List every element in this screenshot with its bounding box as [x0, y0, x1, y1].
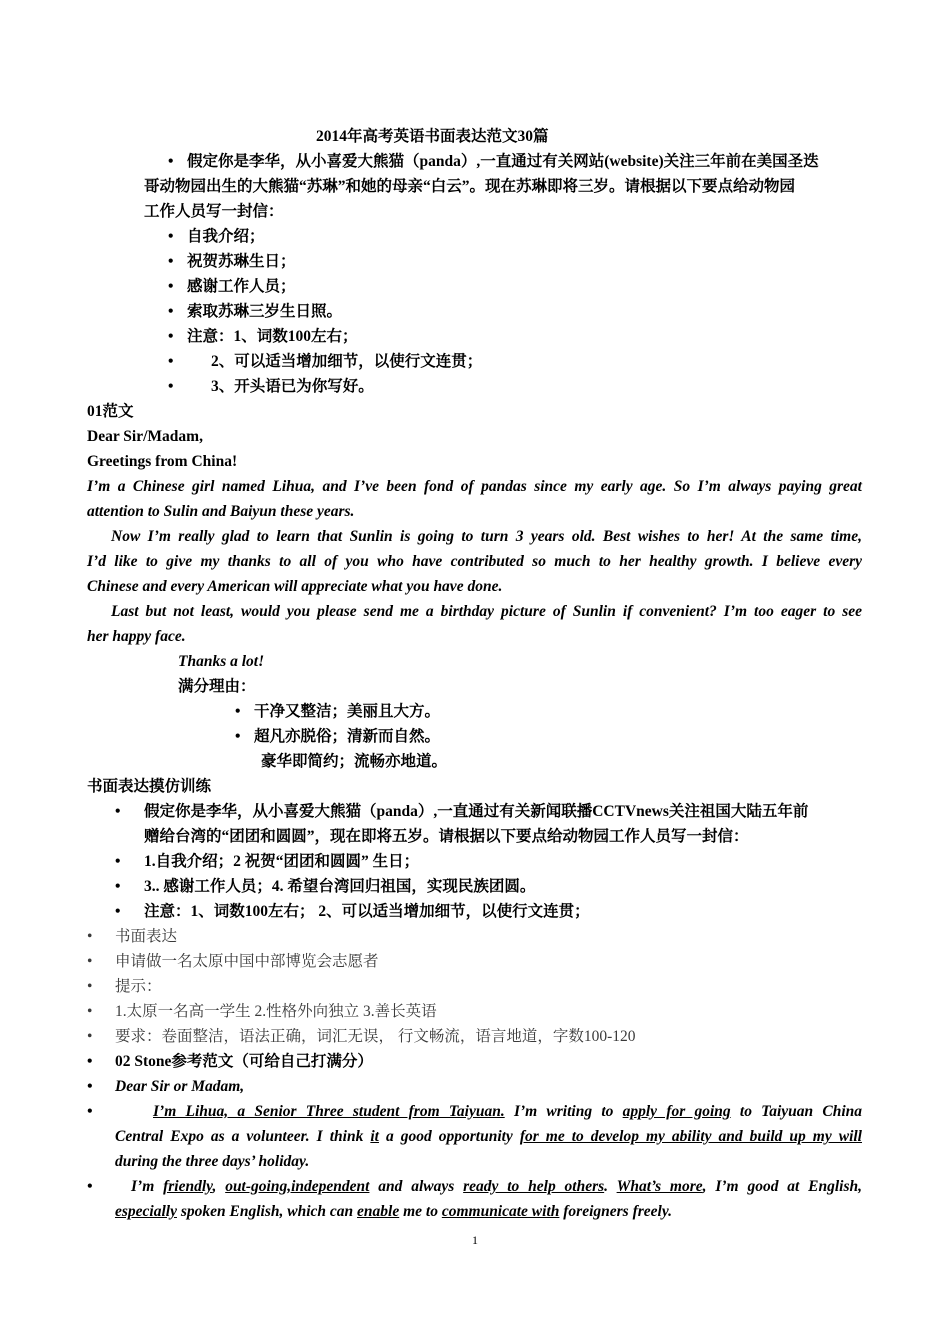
sample1-p3-line2: her happy face. — [87, 628, 186, 645]
sample2-p2-line1: I’m friendly, out-going,independent and always ready to help others. What’s more, I’m good at English, — [131, 1178, 863, 1195]
sample1-salutation: Dear Sir/Madam, — [87, 428, 203, 445]
sample1-p1-line2: attention to Sulin and Baiyun these years. — [87, 503, 355, 520]
practice-note: 注意：1、词数100左右； 2、可以适当增加细节，以使行文连贯； — [144, 903, 590, 920]
bullet: • — [235, 728, 241, 745]
reason-label: 满分理由： — [178, 678, 256, 695]
task2-line: 申请做一名太原中国中部博览会志愿者 — [115, 953, 379, 970]
bullet: • — [235, 703, 241, 720]
reason-item: 干净又整洁；美丽且大方。 — [254, 703, 441, 720]
sample2-p1-line3: during the three days’ holiday. — [115, 1153, 310, 1170]
bullet: • — [87, 953, 93, 970]
sample1-p3-line1: Last but not least, would you please send me a birthday picture of Sunlin if convenient? I’m too eager to see — [111, 603, 862, 620]
bullet: • — [87, 1178, 93, 1195]
bullet: • — [87, 1078, 93, 1095]
sample2-p1-line1: I’m Lihua, a Senior Three student from Taiyuan. I’m writing to apply for going to Taiyuan China — [153, 1103, 863, 1120]
task2-line: 1.太原一名高一学生 2.性格外向独立 3.善长英语 — [115, 1003, 437, 1020]
sample1-heading: 01范文 — [87, 403, 134, 420]
bullet: • — [168, 303, 174, 320]
bullet: • — [168, 278, 174, 295]
bullet: • — [87, 1028, 93, 1045]
page-title: 2014年高考英语书面表达范文30篇 — [316, 128, 549, 145]
task1-note2: 2、可以适当增加细节，以使行文连贯； — [211, 353, 483, 370]
reason-item: 超凡亦脱俗；清新而自然。 — [254, 728, 441, 745]
sample1-p1-line1: I’m a Chinese girl named Lihua, and I’ve been fond of pandas since my early age. So I’m always paying great — [87, 478, 862, 495]
task1-point: 祝贺苏琳生日； — [187, 253, 296, 270]
task1-point: 感谢工作人员； — [187, 278, 296, 295]
task1-note1: 注意：1、词数100左右； — [187, 328, 358, 345]
sample1-p2-line3: Chinese and every American will appreciate what you have done. — [87, 578, 503, 595]
bullet: • — [87, 1103, 93, 1120]
bullet: • — [115, 878, 121, 895]
practice-heading: 书面表达摸仿训练 — [87, 778, 212, 795]
bullet: • — [168, 378, 174, 395]
bullet: • — [115, 853, 121, 870]
sample1-p2-line1: Now I’m really glad to learn that Sunlin is going to turn 3 years old. Best wishes to her! At the same time, — [111, 528, 862, 545]
bullet: • — [87, 978, 93, 995]
page-number: 1 — [472, 1233, 478, 1247]
sample2-heading: 02 Stone参考范文（可给自己打满分） — [115, 1053, 373, 1070]
sample2-p1-line2: Central Expo as a volunteer. I think it a good opportunity for me to develop my ability and build up my will — [115, 1128, 862, 1145]
reason-extra: 豪华即简约；流畅亦地道。 — [261, 753, 448, 770]
task1-point: 索取苏琳三岁生日照。 — [187, 303, 343, 320]
task2-line: 要求：卷面整洁，语法正确，词汇无误， 行文畅流，语言地道，字数100-120 — [115, 1028, 636, 1045]
practice-task-line1: 假定你是李华，从小喜爱大熊猫（panda）,一直通过有关新闻联播CCTVnews关注祖国大陆五年前 — [144, 803, 809, 820]
task1-intro-line1: 假定你是李华，从小喜爱大熊猫（panda）,一直通过有关网站(website)关注三年前在美国圣迭 — [187, 153, 819, 170]
task1-point: 自我介绍； — [187, 228, 265, 245]
bullet: • — [115, 803, 121, 820]
bullet: • — [168, 353, 174, 370]
bullet: • — [87, 928, 93, 945]
sample1-p2-line2: I’d like to give my thanks to all of you who have contributed so much to her healthy growth. I believe every — [87, 553, 862, 570]
sample1-greeting: Greetings from China! — [87, 453, 238, 470]
task1-intro-line2: 哥动物园出生的大熊猫“苏琳”和她的母亲“白云”。现在苏琳即将三岁。请根据以下要点给动物园 — [144, 178, 796, 195]
sample2-salutation: Dear Sir or Madam, — [115, 1078, 245, 1095]
bullet: • — [168, 228, 174, 245]
task2-line: 书面表达 — [115, 928, 178, 945]
sample1-closing: Thanks a lot! — [178, 653, 265, 670]
sample2-p2-line2: especially spoken English, which can enable me to communicate with foreigners freely. — [115, 1203, 673, 1220]
bullet: • — [168, 328, 174, 345]
bullet: • — [87, 1053, 93, 1070]
practice-points-2: 3.. 感谢工作人员；4. 希望台湾回归祖国，实现民族团圆。 — [144, 878, 536, 895]
bullet: • — [115, 903, 121, 920]
task1-intro-line3: 工作人员写一封信： — [144, 203, 284, 220]
task1-note3: 3、开头语已为你写好。 — [211, 378, 374, 395]
bullet: • — [168, 153, 174, 170]
practice-points-1: 1.自我介绍；2 祝贺“团团和圆圆” 生日； — [144, 853, 420, 870]
bullet: • — [87, 1003, 93, 1020]
practice-task-line2: 赠给台湾的“团团和圆圆”，现在即将五岁。请根据以下要点给动物园工作人员写一封信： — [144, 828, 749, 845]
task2-line: 提示： — [115, 978, 162, 995]
bullet: • — [168, 253, 174, 270]
